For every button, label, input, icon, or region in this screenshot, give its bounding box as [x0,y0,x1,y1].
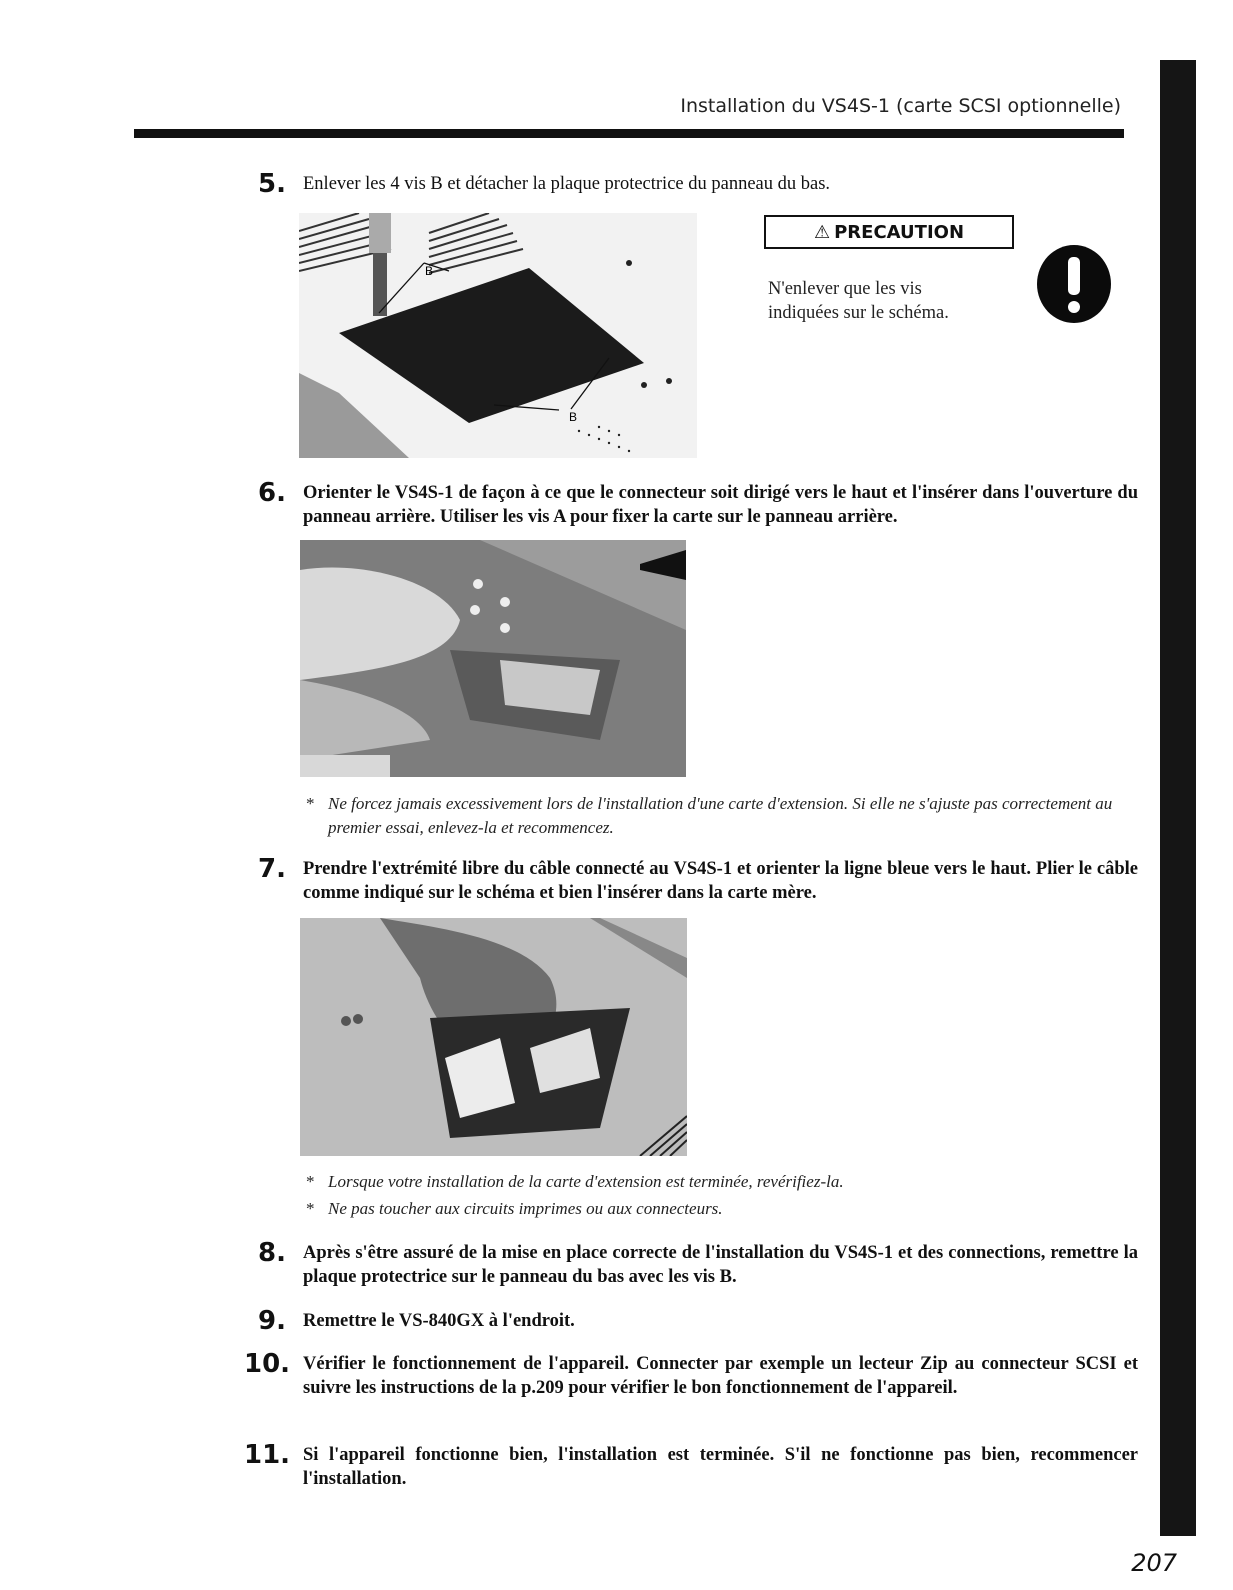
note-bullet: * [306,1199,315,1218]
note-bullet: * [306,794,315,813]
step-number: 5. [258,169,286,199]
exclamation-icon [1037,245,1111,323]
note-text: Ne forcez jamais excessivement lors de l'installation d'une carte d'extension. Si elle ne s'ajuste pas correctement au premier essai, enlevez-la et recommencez. [328,794,1113,837]
step-10 [244,1349,1138,1400]
caution-text-line: N'enlever que les vis [768,279,922,299]
figure-insert-card [300,540,686,777]
step-11 [244,1440,1138,1491]
step-text: Si l'appareil fonctionne bien, l'installation est terminée. S'il ne fonctionne pas bien, recommencer l'installation. [303,1445,1138,1489]
step-number: 9. [258,1306,286,1336]
page-number: 207 [1131,1549,1177,1577]
caution-label: PRECAUTION [834,221,965,243]
note-1 [306,792,1136,840]
warning-triangle-icon: ⚠ [813,221,831,243]
step-text: Après s'être assuré de la mise en place correcte de l'installation du VS4S-1 et des connections, remettre la plaque protectrice sur le panneau du bas avec les vis B. [303,1243,1138,1287]
caution-text [768,277,1008,325]
figure-bottom-panel [299,213,697,458]
step-number: 8. [258,1238,286,1268]
header-rule [134,129,1124,138]
step-6 [258,478,1138,529]
side-tab-bar [1160,60,1196,1536]
step-number: 11. [244,1440,291,1470]
step-text: Enlever les 4 vis B et détacher la plaque protectrice du panneau du bas. [303,174,831,194]
step-text: Remettre le VS-840GX à l'endroit. [303,1311,575,1331]
figure-insert-cable [300,918,687,1156]
caution-text-line: indiquées sur le schéma. [768,303,949,323]
step-text: Vérifier le fonctionnement de l'appareil. Connecter par exemple un lecteur Zip au connecteur SCSI et suivre les instructions de la p.209 pour vérifier le bon fonctionnement de l'appareil. [303,1354,1138,1398]
step-7 [258,854,1138,905]
step-8 [258,1238,1138,1289]
caution-box [764,215,1014,249]
page-header: Installation du VS4S-1 (carte SCSI optionnelle) [680,95,1121,117]
note-text: Lorsque votre installation de la carte d'extension est terminée, revérifiez-la. [328,1172,844,1191]
note-2 [306,1170,1136,1194]
note-3 [306,1197,1136,1221]
note-bullet: * [306,1172,315,1191]
step-5 [258,169,1138,199]
step-number: 6. [258,478,286,508]
figure1-label-b-top: B [425,264,434,278]
step-number: 7. [258,854,286,884]
step-number: 10. [244,1349,291,1379]
step-text: Prendre l'extrémité libre du câble connecté au VS4S-1 et orienter la ligne bleue vers le haut. Plier le câble comme indiqué sur le schéma et bien l'insérer dans la carte mère. [303,859,1138,903]
step-9 [258,1306,1138,1336]
figure1-label-b-bottom: B [569,410,578,424]
step-text: Orienter le VS4S-1 de façon à ce que le connecteur soit dirigé vers le haut et l'insérer dans l'ouverture du panneau arrière. Utiliser les vis A pour fixer la carte sur le panneau arrière. [303,483,1138,527]
note-text: Ne pas toucher aux circuits imprimes ou aux connecteurs. [328,1199,723,1218]
